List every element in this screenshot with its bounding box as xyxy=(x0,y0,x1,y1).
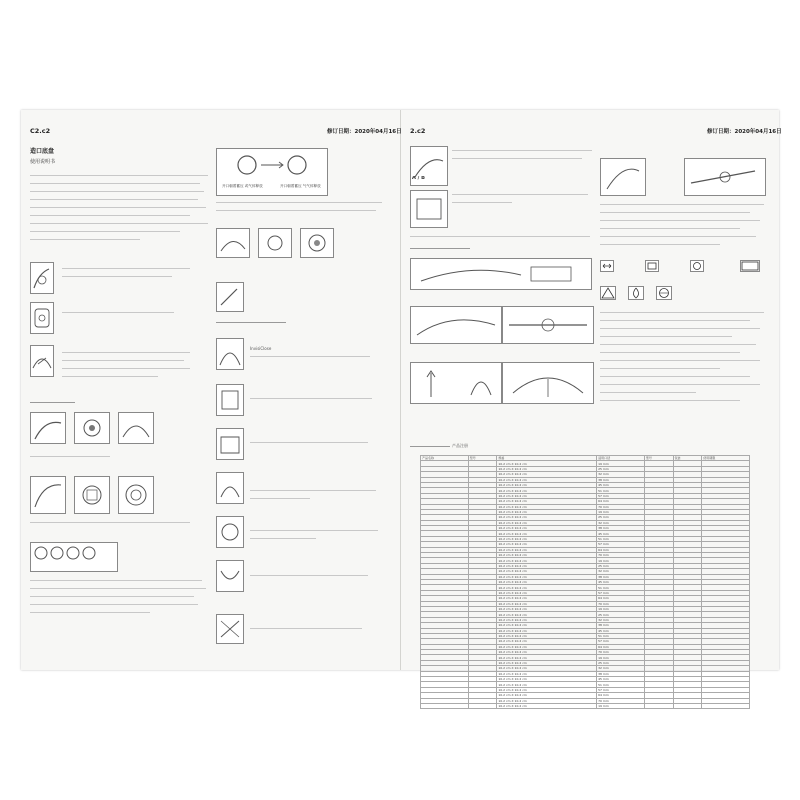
spec-table-cell: 10.2 cm X 10.2 cm xyxy=(497,687,597,692)
spec-table-header-cell: 型号 xyxy=(468,456,497,461)
spec-table-cell: 57 mm xyxy=(597,687,645,692)
lot-icon xyxy=(740,260,760,272)
spec-table-cell: 10.2 cm X 10.2 cm xyxy=(497,644,597,649)
spec-table-cell: 19 mm xyxy=(597,655,645,660)
spec-table xyxy=(420,455,750,709)
spec-table-cell: 25 mm xyxy=(597,466,645,471)
spec-table-cell: 70 mm xyxy=(597,504,645,509)
spec-table-cell: 32 mm xyxy=(597,569,645,574)
spec-table-cell: 70 mm xyxy=(597,601,645,606)
spec-table-cell: 10.2 cm X 10.2 cm xyxy=(497,547,597,552)
registry-label: 产品注册 xyxy=(452,443,468,448)
spec-table-cell: 45 mm xyxy=(597,628,645,633)
spec-table-cell: 10.2 cm X 10.2 cm xyxy=(497,698,597,703)
spec-table-cell: 38 mm xyxy=(597,574,645,579)
spec-table-cell: 10.2 cm X 10.2 cm xyxy=(497,682,597,687)
spec-table-cell: 10.2 cm X 10.2 cm xyxy=(497,628,597,633)
step-6c-illustration xyxy=(300,228,334,258)
spec-table-header-cell: 产品名称 xyxy=(421,456,469,461)
spec-table-header-cell: 使用期限 xyxy=(702,456,750,461)
spec-table-cell: 51 mm xyxy=(597,633,645,638)
spec-table-cell: 64 mm xyxy=(597,547,645,552)
spec-table-cell: 38 mm xyxy=(597,477,645,482)
right-step-5-illustration xyxy=(410,362,502,404)
spec-table-cell: 19 mm xyxy=(597,558,645,563)
spec-table-header-cell: 包装 xyxy=(673,456,702,461)
ab-label: A / B xyxy=(412,176,425,181)
box-icon xyxy=(645,260,659,272)
spec-table-cell xyxy=(702,703,750,708)
step-5a-illustration xyxy=(30,476,66,514)
tail-clip-illustration xyxy=(684,158,766,196)
step-1-illustration xyxy=(30,262,54,294)
invisiclose-step-5-illustration xyxy=(216,516,244,548)
spec-table-cell: 51 mm xyxy=(597,682,645,687)
spec-table-cell: 25 mm xyxy=(597,515,645,520)
spec-table-cell: 51 mm xyxy=(597,585,645,590)
right-step-4b-illustration xyxy=(502,306,594,344)
spec-table-cell: 32 mm xyxy=(597,520,645,525)
spec-table-cell: 10.2 cm X 10.2 cm xyxy=(497,558,597,563)
spec-table-cell: 10.2 cm X 10.2 cm xyxy=(497,596,597,601)
invisiclose-step-2-illustration xyxy=(216,384,244,416)
spec-table-header-cell: 规格 xyxy=(497,456,597,461)
spec-table-cell: 45 mm xyxy=(597,482,645,487)
step-4b-illustration xyxy=(74,412,110,444)
drainage-illustration xyxy=(600,158,646,196)
spec-table-cell: 45 mm xyxy=(597,677,645,682)
spec-table-cell: 10.2 cm X 10.2 cm xyxy=(497,536,597,541)
spec-table-cell: 10.2 cm X 10.2 cm xyxy=(497,461,597,466)
spec-table-cell: 10.2 cm X 10.2 cm xyxy=(497,650,597,655)
invisiclose-step-1-illustration xyxy=(216,338,244,370)
right-step-3-illustration xyxy=(410,258,592,290)
removal-illustration xyxy=(216,614,244,644)
invisiclose-step-3-illustration xyxy=(216,428,244,460)
spec-table-row xyxy=(421,703,750,708)
spec-table-cell: 10.2 cm X 10.2 cm xyxy=(497,520,597,525)
spec-table-cell: 10.2 cm X 10.2 cm xyxy=(497,617,597,622)
left-page-title: 造口底盘 xyxy=(30,148,55,155)
spec-table-cell: 64 mm xyxy=(597,596,645,601)
spec-table-cell: 10.2 cm X 10.2 cm xyxy=(497,639,597,644)
spec-table-cell: 51 mm xyxy=(597,488,645,493)
step-2-illustration xyxy=(30,302,54,334)
spec-table-cell: 10.2 cm X 10.2 cm xyxy=(497,553,597,558)
spec-table-cell: 32 mm xyxy=(597,666,645,671)
invisiclose-brand: InvisiClose xyxy=(250,346,272,351)
spec-table-cell: 10.2 cm X 10.2 cm xyxy=(497,677,597,682)
legend-a-caption: 开口朝着蓄压 或气体释放 xyxy=(222,184,263,188)
spec-table-cell: 10.2 cm X 10.2 cm xyxy=(497,606,597,611)
left-page-subtitle: 使用说明书 xyxy=(30,159,56,165)
spec-table-cell: 10.2 cm X 10.2 cm xyxy=(497,666,597,671)
spec-table-cell: 64 mm xyxy=(597,499,645,504)
spec-table-cell: 70 mm xyxy=(597,650,645,655)
spec-table-cell: 10.2 cm X 10.2 cm xyxy=(497,542,597,547)
right-page-code: 2.c2 xyxy=(410,127,426,135)
spec-table-cell: 70 mm xyxy=(597,553,645,558)
spec-table-cell: 10.2 cm X 10.2 cm xyxy=(497,693,597,698)
step-3-illustration xyxy=(30,345,54,377)
spec-table-cell: 10.2 cm X 10.2 cm xyxy=(497,526,597,531)
spec-table-cell: 57 mm xyxy=(597,493,645,498)
spec-table-cell: 10.2 cm X 10.2 cm xyxy=(497,493,597,498)
spec-table-cell: 57 mm xyxy=(597,542,645,547)
spec-table-cell: 10.2 cm X 10.2 cm xyxy=(497,574,597,579)
spec-table-cell: 19 mm xyxy=(597,461,645,466)
right-step-6-illustration xyxy=(502,362,594,404)
spec-table-cell: 10.2 cm X 10.2 cm xyxy=(497,601,597,606)
spec-table-cell: 64 mm xyxy=(597,644,645,649)
invisiclose-step-6-illustration xyxy=(216,560,244,592)
spec-table-cell: 10.2 cm X 10.2 cm xyxy=(497,579,597,584)
step-4a-illustration xyxy=(30,412,66,444)
right-page-revision: 修订日期：2020年04月16日 xyxy=(707,129,782,135)
spec-table-cell: 19 mm xyxy=(597,509,645,514)
expand-icon xyxy=(600,260,614,272)
spec-table-cell: 10.2 cm X 10.2 cm xyxy=(497,563,597,568)
step-7-illustration xyxy=(216,282,244,312)
spec-table-header-cell: 适用口径 xyxy=(597,456,645,461)
spec-table-cell: 38 mm xyxy=(597,623,645,628)
left-page-code: C2.c2 xyxy=(30,127,51,135)
spec-table-cell: 10.2 cm X 10.2 cm xyxy=(497,477,597,482)
spec-table-cell: 10.2 cm X 10.2 cm xyxy=(497,585,597,590)
spec-table-cell: 19 mm xyxy=(597,703,645,708)
spec-table-cell: 45 mm xyxy=(597,579,645,584)
spec-table-cell: 38 mm xyxy=(597,671,645,676)
spec-table-cell: 64 mm xyxy=(597,693,645,698)
spec-table-cell: 45 mm xyxy=(597,531,645,536)
step-6b-illustration xyxy=(258,228,292,258)
spec-table-cell: 10.2 cm X 10.2 cm xyxy=(497,515,597,520)
spec-table-cell: 32 mm xyxy=(597,617,645,622)
invisiclose-step-4-illustration xyxy=(216,472,244,504)
ring-legend-illustration xyxy=(30,542,118,572)
spec-table-cell xyxy=(468,703,497,708)
step-5c-illustration xyxy=(118,476,154,514)
legend-b-caption: 开口朝着蓄压 气气体释放 xyxy=(280,184,321,188)
spec-table-cell: 38 mm xyxy=(597,526,645,531)
spec-table-cell: 10.2 cm X 10.2 cm xyxy=(497,703,597,708)
spec-table-cell: 10.2 cm X 10.2 cm xyxy=(497,472,597,477)
triangle-warning-icon xyxy=(600,286,616,300)
spec-table-cell: 10.2 cm X 10.2 cm xyxy=(497,499,597,504)
spec-table-cell: 51 mm xyxy=(597,536,645,541)
spec-table-cell: 10.2 cm X 10.2 cm xyxy=(497,531,597,536)
spec-table-cell: 25 mm xyxy=(597,660,645,665)
spec-table-cell: 19 mm xyxy=(597,606,645,611)
spec-table-cell: 10.2 cm X 10.2 cm xyxy=(497,504,597,509)
clock-icon xyxy=(690,260,704,272)
spec-table-cell: 10.2 cm X 10.2 cm xyxy=(497,671,597,676)
spec-table-cell: 10.2 cm X 10.2 cm xyxy=(497,633,597,638)
spec-table-cell: 25 mm xyxy=(597,563,645,568)
spec-table-cell: 57 mm xyxy=(597,639,645,644)
spec-table-cell: 10.2 cm X 10.2 cm xyxy=(497,590,597,595)
spec-table-cell: 25 mm xyxy=(597,612,645,617)
step-6a-illustration xyxy=(216,228,250,258)
spec-table-cell: 10.2 cm X 10.2 cm xyxy=(497,660,597,665)
spec-table-header-cell: 型号 xyxy=(644,456,673,461)
right-step-4a-illustration xyxy=(410,306,502,344)
page-fold xyxy=(400,110,401,670)
spec-table-cell: 10.2 cm X 10.2 cm xyxy=(497,482,597,487)
spec-table-cell: 70 mm xyxy=(597,698,645,703)
spec-table-cell xyxy=(421,703,469,708)
spec-table-cell xyxy=(644,703,673,708)
right-step-2-illustration xyxy=(410,190,448,228)
spec-table-cell xyxy=(673,703,702,708)
step-4c-illustration xyxy=(118,412,154,444)
left-page-revision: 修订日期：2020年04月16日 xyxy=(327,129,402,135)
spec-table-cell: 10.2 cm X 10.2 cm xyxy=(497,623,597,628)
spec-table-cell: 57 mm xyxy=(597,590,645,595)
spec-table-cell: 10.2 cm X 10.2 cm xyxy=(497,569,597,574)
spec-table-cell: 10.2 cm X 10.2 cm xyxy=(497,509,597,514)
water-drop-icon xyxy=(628,286,644,300)
spec-table-cell: 10.2 cm X 10.2 cm xyxy=(497,655,597,660)
spec-table-cell: 32 mm xyxy=(597,472,645,477)
spec-table-cell: 10.2 cm X 10.2 cm xyxy=(497,488,597,493)
step-5b-illustration xyxy=(74,476,110,514)
spec-table-cell: 10.2 cm X 10.2 cm xyxy=(497,612,597,617)
globe-icon xyxy=(656,286,672,300)
spec-table-cell: 10.2 cm X 10.2 cm xyxy=(497,466,597,471)
